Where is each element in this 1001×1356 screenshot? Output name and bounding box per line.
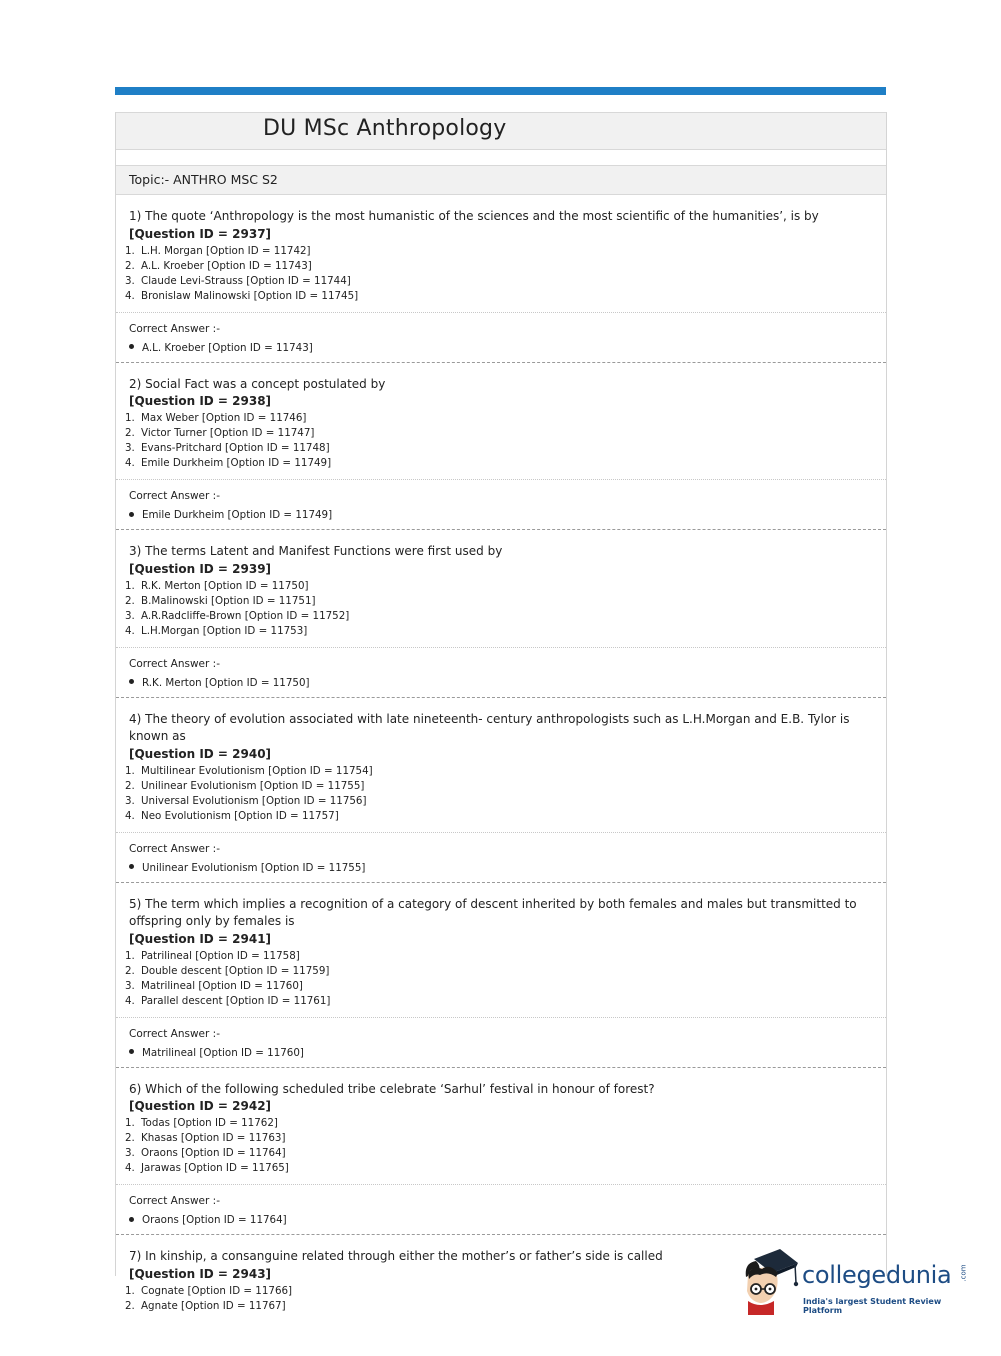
option-item: [125, 979, 874, 994]
question-body: [116, 1068, 886, 1185]
option-text: Universal Evolutionism [Option ID = 11756]: [141, 794, 367, 807]
question-body: [116, 363, 886, 480]
option-number: 2.: [125, 594, 135, 607]
option-item: [125, 411, 874, 426]
question-body: [116, 530, 886, 647]
bullet-icon: [129, 512, 134, 517]
option-text: Unilinear Evolutionism [Option ID = 11755]: [141, 779, 365, 792]
correct-answer-item: [129, 1212, 874, 1228]
correct-answer-label: Correct Answer :-: [129, 1027, 220, 1040]
option-number: 2.: [125, 427, 135, 439]
option-list: [125, 949, 874, 1009]
bullet-icon: [129, 1049, 134, 1054]
option-number: 4.: [125, 994, 135, 1007]
question-body: [116, 698, 886, 832]
option-item: [125, 964, 874, 979]
question-block: [116, 363, 886, 531]
option-text: A.R.Radcliffe-Brown [Option ID = 11752]: [141, 609, 350, 622]
option-number: 4.: [125, 1162, 135, 1174]
option-text: Parallel descent [Option ID = 11761]: [141, 994, 331, 1007]
option-list: [125, 244, 874, 304]
option-text: Max Weber [Option ID = 11746]: [141, 412, 307, 424]
option-item: [125, 426, 874, 441]
option-number: 3.: [125, 442, 135, 454]
question-id: [Question ID = 2940]: [129, 746, 272, 761]
option-text: A.L. Kroeber [Option ID = 11743]: [141, 259, 312, 272]
option-number: 2.: [125, 779, 135, 792]
option-item: [125, 794, 874, 809]
option-number: 1.: [125, 949, 135, 962]
top-accent-bar: [115, 87, 886, 95]
option-text: L.H. Morgan [Option ID = 11742]: [141, 244, 311, 257]
option-number: 4.: [125, 809, 135, 822]
option-text: Jarawas [Option ID = 11765]: [141, 1162, 289, 1174]
mascot-icon: [740, 1247, 802, 1317]
page-title: DU MSc Anthropology: [263, 116, 507, 141]
question-text: 4) The theory of evolution associated with late nineteenth- century anthropologists such as L.H.Morgan and E.B. Tylor is known as: [129, 711, 850, 743]
question-text: 7) In kinship, a consanguine related through either the mother’s or father’s side is called: [129, 1249, 663, 1263]
option-number: 2.: [125, 1299, 135, 1312]
question-id: [Question ID = 2937]: [129, 226, 272, 241]
question-block: [116, 195, 886, 363]
option-text: Patrilineal [Option ID = 11758]: [141, 949, 300, 962]
option-list: [125, 579, 874, 639]
correct-answer-text: R.K. Merton [Option ID = 11750]: [142, 676, 310, 689]
question-text: 6) Which of the following scheduled tribe celebrate ‘Sarhul’ festival in honour of forest?: [129, 1081, 655, 1096]
option-number: 1.: [125, 1117, 135, 1129]
bullet-icon: [129, 344, 134, 349]
question-block: [116, 698, 886, 883]
correct-answer-box: [116, 1017, 886, 1067]
correct-answer-label: Correct Answer :-: [129, 842, 220, 855]
correct-answer-text: Unilinear Evolutionism [Option ID = 11755]: [142, 861, 366, 874]
option-item: [125, 764, 874, 779]
option-number: 2.: [125, 964, 135, 977]
option-number: 1.: [125, 412, 135, 424]
bullet-icon: [129, 864, 134, 869]
question-id: [Question ID = 2939]: [129, 561, 272, 576]
option-text: Agnate [Option ID = 11767]: [141, 1299, 286, 1312]
option-text: Bronislaw Malinowski [Option ID = 11745]: [141, 289, 359, 302]
option-number: 1.: [125, 764, 135, 777]
correct-answer-item: [129, 860, 874, 876]
option-item: [125, 441, 874, 456]
option-item: [125, 1131, 874, 1146]
correct-answer-item: [129, 1045, 874, 1061]
option-item: [125, 594, 874, 609]
option-number: 1.: [125, 579, 135, 592]
correct-answer-label: Correct Answer :-: [129, 490, 220, 502]
correct-answer-text: A.L. Kroeber [Option ID = 11743]: [142, 341, 313, 354]
question-block: [116, 530, 886, 698]
question-text: 1) The quote ‘Anthropology is the most humanistic of the sciences and the most scientific of the humanities’, is by: [129, 209, 819, 223]
option-item: [125, 609, 874, 624]
spacer-row: [116, 150, 886, 166]
correct-answer-text: Oraons [Option ID = 11764]: [142, 1214, 287, 1226]
option-number: 4.: [125, 289, 135, 302]
option-text: Multilinear Evolutionism [Option ID = 11754]: [141, 764, 373, 777]
correct-answer-label: Correct Answer :-: [129, 1195, 220, 1207]
option-item: [125, 274, 874, 289]
option-number: 2.: [125, 1132, 135, 1144]
option-text: R.K. Merton [Option ID = 11750]: [141, 579, 309, 592]
option-number: 3.: [125, 1147, 135, 1159]
bullet-icon: [129, 679, 134, 684]
question-block: [116, 1068, 886, 1236]
correct-answer-item: [129, 507, 874, 523]
question-id: [Question ID = 2941]: [129, 931, 272, 946]
option-item: [125, 1116, 874, 1131]
option-item: [125, 809, 874, 824]
option-text: Victor Turner [Option ID = 11747]: [141, 427, 315, 439]
option-text: Neo Evolutionism [Option ID = 11757]: [141, 809, 339, 822]
option-number: 3.: [125, 609, 135, 622]
question-id: [Question ID = 2938]: [129, 394, 272, 408]
option-text: Oraons [Option ID = 11764]: [141, 1147, 286, 1159]
topic-label: Topic:- ANTHRO MSC S2: [116, 166, 886, 195]
question-id: [Question ID = 2942]: [129, 1099, 272, 1113]
question-block: [116, 883, 886, 1068]
option-item: [125, 259, 874, 274]
option-item: [125, 624, 874, 639]
option-text: Double descent [Option ID = 11759]: [141, 964, 330, 977]
brand-tagline: India's largest Student Review Platform: [803, 1297, 942, 1315]
option-list: [125, 764, 874, 824]
title-row: [116, 112, 886, 150]
option-item: [125, 949, 874, 964]
option-number: 3.: [125, 274, 135, 287]
option-item: [125, 244, 874, 259]
option-text: Cognate [Option ID = 11766]: [141, 1284, 293, 1297]
option-item: [125, 994, 874, 1009]
question-text: 2) Social Fact was a concept postulated by: [129, 376, 386, 391]
option-number: 4.: [125, 457, 135, 469]
correct-answer-item: [129, 340, 874, 356]
option-item: [125, 456, 874, 471]
option-text: Claude Levi-Strauss [Option ID = 11744]: [141, 274, 351, 287]
option-list: [125, 1116, 874, 1176]
correct-answer-label: Correct Answer :-: [129, 322, 220, 335]
bullet-icon: [129, 1217, 134, 1222]
question-body: [116, 883, 886, 1017]
correct-answer-text: Matrilineal [Option ID = 11760]: [142, 1046, 304, 1059]
option-number: 1.: [125, 244, 135, 257]
option-item: [125, 779, 874, 794]
correct-answer-box: [116, 1184, 886, 1234]
question-text: 3) The terms Latent and Manifest Functions were first used by: [129, 544, 503, 558]
option-text: Todas [Option ID = 11762]: [141, 1117, 278, 1129]
correct-answer-box: [116, 832, 886, 882]
brand-suffix: .com: [959, 1264, 968, 1282]
option-text: L.H.Morgan [Option ID = 11753]: [141, 624, 308, 637]
option-text: Emile Durkheim [Option ID = 11749]: [141, 457, 332, 469]
correct-answer-label: Correct Answer :-: [129, 657, 220, 670]
option-item: [125, 289, 874, 304]
brand-name: collegedunia: [802, 1261, 952, 1289]
option-item: [125, 579, 874, 594]
question-body: [116, 195, 886, 312]
correct-answer-box: [116, 647, 886, 697]
option-number: 1.: [125, 1284, 135, 1297]
option-text: Khasas [Option ID = 11763]: [141, 1132, 286, 1144]
option-text: B.Malinowski [Option ID = 11751]: [141, 594, 316, 607]
collegedunia-logo: [740, 1247, 970, 1317]
option-number: 4.: [125, 624, 135, 637]
option-item: [125, 1161, 874, 1176]
correct-answer-text: Emile Durkheim [Option ID = 11749]: [142, 509, 333, 521]
option-text: Matrilineal [Option ID = 11760]: [141, 979, 303, 992]
correct-answer-box: [116, 312, 886, 362]
correct-answer-box: [116, 479, 886, 529]
option-item: [125, 1146, 874, 1161]
question-list: [116, 195, 886, 1322]
option-number: 3.: [125, 794, 135, 807]
question-id: [Question ID = 2943]: [129, 1266, 272, 1281]
option-list: [125, 411, 874, 471]
correct-answer-item: [129, 675, 874, 691]
option-text: Evans-Pritchard [Option ID = 11748]: [141, 442, 330, 454]
question-text: 5) The term which implies a recognition of a category of descent inherited by both females and males but transmitted to offspring only by females is: [129, 896, 857, 928]
option-number: 3.: [125, 979, 135, 992]
option-number: 2.: [125, 259, 135, 272]
